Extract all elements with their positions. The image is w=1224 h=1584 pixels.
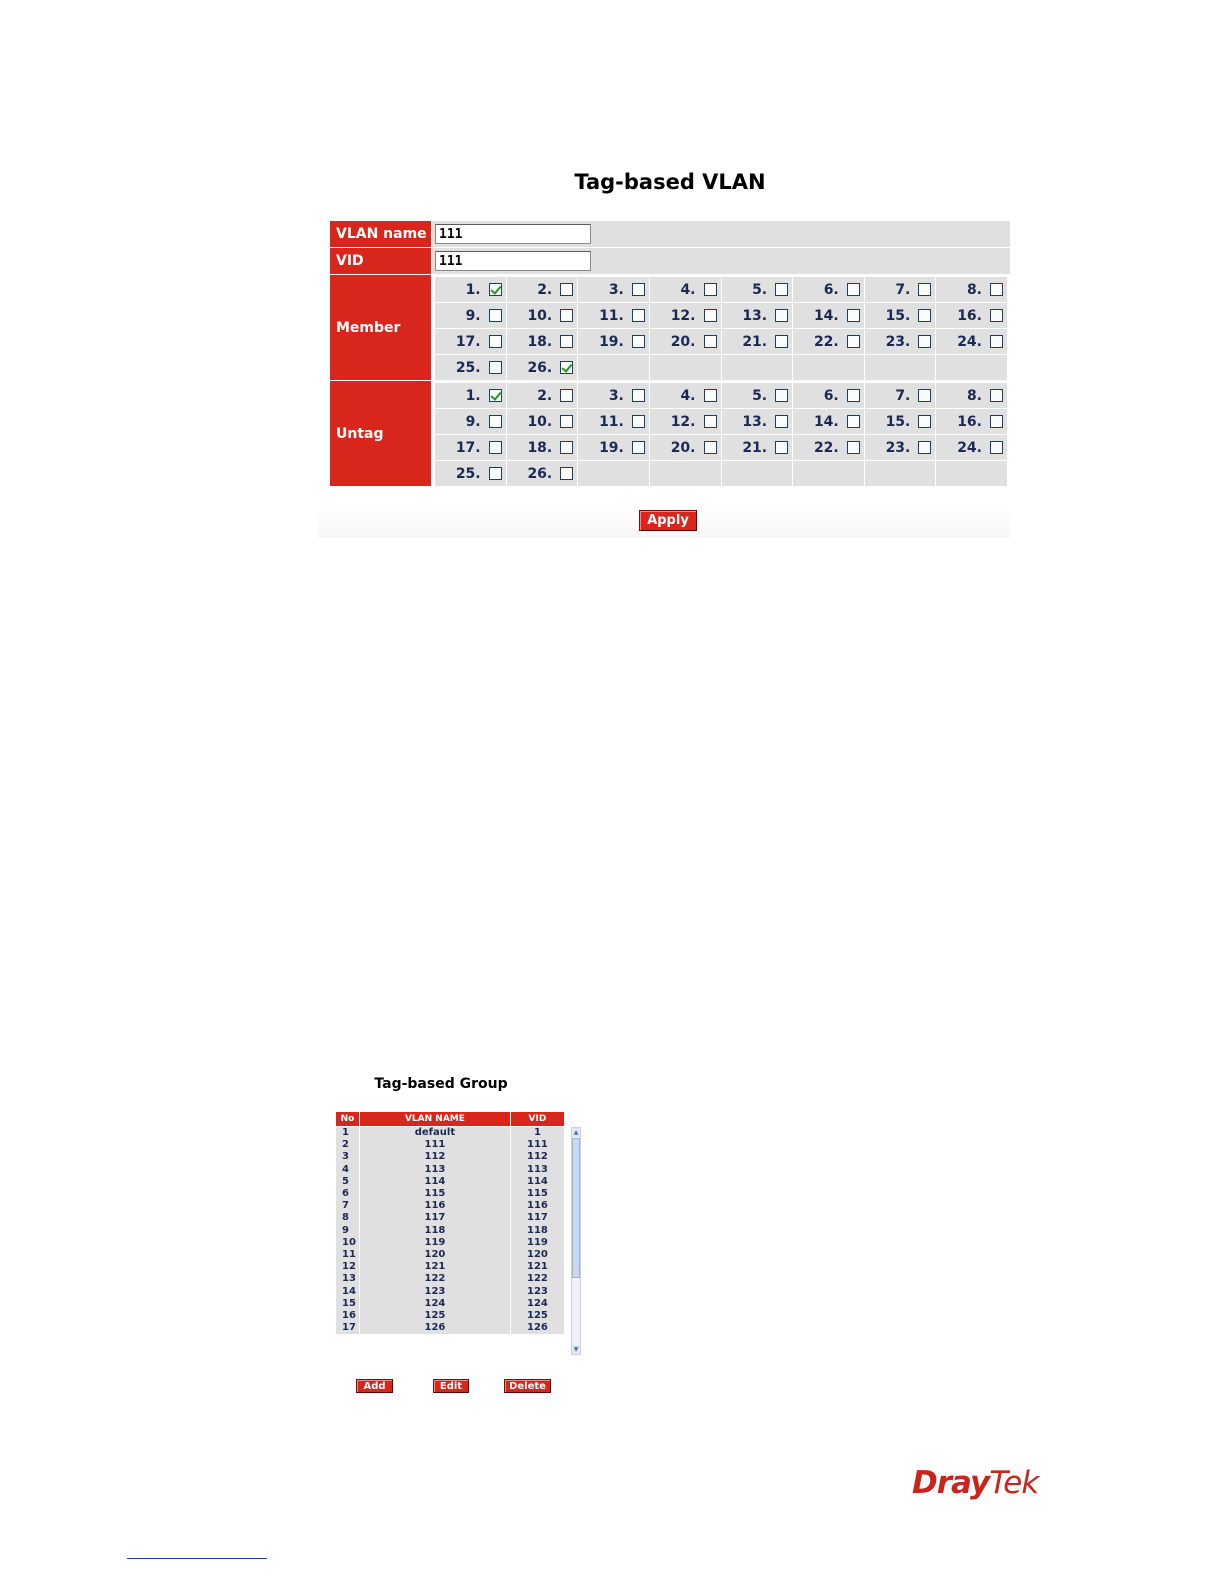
member-port-26-checkbox[interactable] (560, 361, 573, 374)
cell-vid: 115 (510, 1188, 564, 1200)
cell-no: 9 (336, 1225, 360, 1237)
cell-vid: 123 (510, 1285, 564, 1297)
member-port-22-checkbox[interactable] (847, 335, 860, 348)
member-port-26 (507, 355, 578, 380)
cell-vid: 124 (510, 1298, 564, 1310)
vid-cell (432, 248, 1010, 274)
untag-port-11 (578, 409, 649, 434)
cell-vid: 120 (510, 1249, 564, 1261)
untag-port-number: 24. (957, 439, 982, 456)
untag-port-8-checkbox[interactable] (990, 389, 1003, 402)
cell-vlan-name: 123 (360, 1285, 511, 1297)
member-port-number: 8. (966, 281, 982, 298)
member-empty-cell (650, 355, 721, 380)
untag-port-22-checkbox[interactable] (847, 441, 860, 454)
draytek-logo (912, 1465, 1038, 1501)
untag-port-5 (722, 383, 793, 408)
untag-port-number: 25. (455, 465, 481, 482)
member-port-number: 11. (599, 307, 624, 324)
member-port-number: 1. (465, 281, 481, 298)
member-port-4-checkbox[interactable] (704, 283, 717, 296)
untag-port-24 (936, 435, 1007, 460)
group-table-container (335, 1111, 583, 1357)
member-port-3-checkbox[interactable] (632, 283, 645, 296)
untag-port-6 (793, 383, 864, 408)
member-port-19 (578, 329, 649, 354)
cell-vid: 114 (510, 1176, 564, 1188)
cell-no: 15 (336, 1298, 360, 1310)
cell-vlan-name: 126 (360, 1322, 511, 1334)
logo-part-dray: Dray (912, 1465, 990, 1501)
header-vlan-name: VLAN NAME (360, 1112, 511, 1127)
cell-vid: 119 (510, 1237, 564, 1249)
cell-vid: 118 (510, 1225, 564, 1237)
member-section (330, 275, 1010, 380)
table-row[interactable] (336, 1127, 565, 1140)
untag-port-grid (432, 381, 1010, 486)
member-port-number: 5. (752, 281, 768, 298)
untag-empty-cell (650, 461, 721, 486)
table-row[interactable] (336, 1285, 565, 1297)
cell-vlan-name: 119 (360, 1237, 511, 1249)
member-port-3 (578, 277, 649, 302)
table-row[interactable] (336, 1200, 565, 1212)
member-port-10 (507, 303, 578, 328)
untag-port-20 (650, 435, 721, 460)
untag-port-number: 21. (742, 439, 768, 456)
member-port-25-checkbox[interactable] (489, 361, 502, 374)
member-port-15-checkbox[interactable] (918, 309, 931, 322)
member-empty-cell (865, 355, 936, 380)
cell-no: 12 (336, 1261, 360, 1273)
cell-vid: 111 (510, 1139, 564, 1151)
member-port-6 (793, 277, 864, 302)
member-port-4 (650, 277, 721, 302)
table-row[interactable] (336, 1273, 565, 1285)
untag-port-24-checkbox[interactable] (990, 441, 1003, 454)
member-port-20-checkbox[interactable] (704, 335, 717, 348)
member-port-13-checkbox[interactable] (775, 309, 788, 322)
member-port-number: 21. (742, 333, 768, 350)
untag-port-number: 18. (527, 439, 553, 456)
cell-vid: 112 (510, 1151, 564, 1163)
untag-port-number: 4. (680, 387, 696, 404)
member-port-number: 15. (885, 307, 911, 324)
untag-port-15-checkbox[interactable] (918, 415, 931, 428)
member-port-1-checkbox[interactable] (489, 283, 502, 296)
untag-port-25 (435, 461, 506, 486)
cell-no: 6 (336, 1188, 360, 1200)
untag-port-26-checkbox[interactable] (560, 467, 573, 480)
untag-port-23-checkbox[interactable] (918, 441, 931, 454)
member-port-number: 22. (813, 333, 839, 350)
member-port-number: 18. (527, 333, 553, 350)
untag-port-18 (507, 435, 578, 460)
untag-section (330, 381, 1010, 486)
untag-port-17-checkbox[interactable] (489, 441, 502, 454)
table-row[interactable] (336, 1212, 565, 1224)
cell-no: 14 (336, 1285, 360, 1297)
cell-no: 1 (336, 1127, 360, 1140)
header-vid: VID (510, 1112, 564, 1127)
untag-port-4-checkbox[interactable] (704, 389, 717, 402)
table-row[interactable] (336, 1164, 565, 1176)
untag-port-12 (650, 409, 721, 434)
member-port-22 (793, 329, 864, 354)
cell-vid: 122 (510, 1273, 564, 1285)
cell-no: 13 (336, 1273, 360, 1285)
cell-no: 3 (336, 1151, 360, 1163)
untag-port-1 (435, 383, 506, 408)
untag-port-18-checkbox[interactable] (560, 441, 573, 454)
cell-vlan-name: 116 (360, 1200, 511, 1212)
member-port-number: 10. (527, 307, 553, 324)
vid-input[interactable] (435, 251, 591, 271)
logo-part-tek: Tek (989, 1465, 1039, 1501)
member-port-number: 9. (465, 307, 481, 324)
untag-empty-cell (722, 461, 793, 486)
member-port-12 (650, 303, 721, 328)
cell-vlan-name: 114 (360, 1176, 511, 1188)
untag-port-number: 9. (465, 413, 481, 430)
member-port-15 (865, 303, 936, 328)
member-port-number: 4. (680, 281, 696, 298)
member-port-6-checkbox[interactable] (847, 283, 860, 296)
member-port-number: 2. (537, 281, 553, 298)
vlan-form (330, 221, 1010, 487)
member-port-16-checkbox[interactable] (990, 309, 1003, 322)
add-button[interactable]: Add (356, 1379, 393, 1393)
member-port-number: 20. (670, 333, 696, 350)
member-port-number: 7. (895, 281, 911, 298)
member-port-number: 6. (823, 281, 839, 298)
untag-port-12-checkbox[interactable] (704, 415, 717, 428)
cell-vlan-name: 124 (360, 1298, 511, 1310)
vid-label: VID (330, 248, 431, 274)
member-port-11 (578, 303, 649, 328)
untag-port-22 (793, 435, 864, 460)
cell-vid: 125 (510, 1310, 564, 1322)
table-row[interactable] (336, 1176, 565, 1188)
untag-port-7-checkbox[interactable] (918, 389, 931, 402)
untag-port-5-checkbox[interactable] (775, 389, 788, 402)
member-port-17 (435, 329, 506, 354)
cell-vlan-name: 125 (360, 1310, 511, 1322)
member-port-2 (507, 277, 578, 302)
cell-no: 5 (336, 1176, 360, 1188)
cell-vlan-name: 112 (360, 1151, 511, 1163)
member-label: Member (330, 275, 431, 380)
vlan-page-title: Tag-based VLAN (574, 170, 766, 194)
untag-port-4 (650, 383, 721, 408)
member-port-number: 14. (813, 307, 839, 324)
member-port-18-checkbox[interactable] (560, 335, 573, 348)
member-port-number: 25. (455, 359, 481, 376)
member-port-number: 16. (957, 307, 982, 324)
untag-port-3 (578, 383, 649, 408)
untag-port-15 (865, 409, 936, 434)
untag-port-2 (507, 383, 578, 408)
table-row[interactable] (336, 1310, 565, 1322)
cell-vlan-name: 111 (360, 1139, 511, 1151)
untag-port-number: 3. (608, 387, 624, 404)
member-port-number: 13. (742, 307, 768, 324)
cell-no: 16 (336, 1310, 360, 1322)
cell-vlan-name: 120 (360, 1249, 511, 1261)
member-port-number: 3. (608, 281, 624, 298)
member-port-number: 17. (455, 333, 481, 350)
untag-port-number: 6. (823, 387, 839, 404)
untag-port-1-checkbox[interactable] (489, 389, 502, 402)
table-row[interactable] (336, 1139, 565, 1151)
cell-no: 4 (336, 1164, 360, 1176)
member-port-24 (936, 329, 1007, 354)
untag-port-2-checkbox[interactable] (560, 389, 573, 402)
untag-port-19 (578, 435, 649, 460)
member-port-grid (432, 275, 1010, 380)
header-no: No (336, 1112, 360, 1127)
vlan-name-cell (432, 221, 1010, 247)
member-port-11-checkbox[interactable] (632, 309, 645, 322)
untag-port-number: 16. (957, 413, 982, 430)
untag-port-25-checkbox[interactable] (489, 467, 502, 480)
cell-vlan-name: 122 (360, 1273, 511, 1285)
untag-port-14-checkbox[interactable] (847, 415, 860, 428)
untag-port-number: 5. (752, 387, 768, 404)
untag-port-number: 12. (670, 413, 696, 430)
untag-port-26 (507, 461, 578, 486)
cell-vlan-name: 115 (360, 1188, 511, 1200)
cell-no: 2 (336, 1139, 360, 1151)
untag-port-10-checkbox[interactable] (560, 415, 573, 428)
untag-port-16 (936, 409, 1007, 434)
member-port-23 (865, 329, 936, 354)
cell-vlan-name: 118 (360, 1225, 511, 1237)
member-port-7-checkbox[interactable] (918, 283, 931, 296)
untag-port-number: 13. (742, 413, 768, 430)
member-port-8 (936, 277, 1007, 302)
untag-port-number: 8. (966, 387, 982, 404)
member-port-12-checkbox[interactable] (704, 309, 717, 322)
untag-port-3-checkbox[interactable] (632, 389, 645, 402)
member-port-21-checkbox[interactable] (775, 335, 788, 348)
table-row[interactable] (336, 1151, 565, 1163)
untag-port-number: 1. (465, 387, 481, 404)
cell-vlan-name: default (360, 1127, 511, 1140)
member-port-8-checkbox[interactable] (990, 283, 1003, 296)
table-row[interactable] (336, 1261, 565, 1273)
member-port-19-checkbox[interactable] (632, 335, 645, 348)
member-port-17-checkbox[interactable] (489, 335, 502, 348)
member-port-7 (865, 277, 936, 302)
member-port-21 (722, 329, 793, 354)
vlan-name-label: VLAN name (330, 221, 431, 247)
vlan-name-input[interactable] (435, 224, 591, 244)
member-empty-cell (722, 355, 793, 380)
cell-vlan-name: 117 (360, 1212, 511, 1224)
table-row[interactable] (336, 1298, 565, 1310)
edit-button[interactable]: Edit (433, 1379, 469, 1393)
untag-port-13-checkbox[interactable] (775, 415, 788, 428)
untag-port-9 (435, 409, 506, 434)
member-port-10-checkbox[interactable] (560, 309, 573, 322)
group-table (335, 1111, 565, 1334)
cell-vid: 1 (510, 1127, 564, 1140)
untag-empty-cell (793, 461, 864, 486)
cell-no: 8 (336, 1212, 360, 1224)
untag-port-number: 20. (670, 439, 696, 456)
untag-port-13 (722, 409, 793, 434)
untag-port-9-checkbox[interactable] (489, 415, 502, 428)
scroll-up-arrow-icon[interactable]: ▲ (573, 1129, 579, 1136)
untag-empty-cell (578, 461, 649, 486)
untag-port-number: 22. (813, 439, 839, 456)
untag-port-number: 23. (885, 439, 911, 456)
cell-vid: 116 (510, 1200, 564, 1212)
footer-rule (127, 1558, 267, 1559)
untag-port-number: 2. (537, 387, 553, 404)
untag-port-21-checkbox[interactable] (775, 441, 788, 454)
member-port-18 (507, 329, 578, 354)
member-port-number: 23. (885, 333, 911, 350)
untag-port-number: 15. (885, 413, 911, 430)
member-port-2-checkbox[interactable] (560, 283, 573, 296)
member-port-20 (650, 329, 721, 354)
member-port-16 (936, 303, 1007, 328)
cell-no: 7 (336, 1200, 360, 1212)
untag-port-number: 26. (527, 465, 553, 482)
member-empty-cell (578, 355, 649, 380)
untag-port-23 (865, 435, 936, 460)
untag-port-11-checkbox[interactable] (632, 415, 645, 428)
untag-port-20-checkbox[interactable] (704, 441, 717, 454)
untag-port-number: 10. (527, 413, 553, 430)
table-row[interactable] (336, 1322, 565, 1334)
member-port-23-checkbox[interactable] (918, 335, 931, 348)
member-port-13 (722, 303, 793, 328)
member-port-number: 12. (670, 307, 696, 324)
cell-vlan-name: 113 (360, 1164, 511, 1176)
vid-row (330, 248, 1010, 274)
member-port-9-checkbox[interactable] (489, 309, 502, 322)
untag-port-number: 19. (599, 439, 624, 456)
member-port-number: 19. (599, 333, 624, 350)
member-port-1 (435, 277, 506, 302)
member-port-number: 26. (527, 359, 553, 376)
table-row[interactable] (336, 1249, 565, 1261)
untag-port-6-checkbox[interactable] (847, 389, 860, 402)
member-port-9 (435, 303, 506, 328)
group-table-scrollbar[interactable] (571, 1127, 581, 1355)
untag-port-16-checkbox[interactable] (990, 415, 1003, 428)
member-port-number: 24. (957, 333, 982, 350)
cell-vid: 113 (510, 1164, 564, 1176)
untag-port-17 (435, 435, 506, 460)
untag-port-10 (507, 409, 578, 434)
scroll-down-arrow-icon[interactable]: ▼ (573, 1346, 579, 1353)
untag-label: Untag (330, 381, 431, 486)
untag-port-7 (865, 383, 936, 408)
untag-port-number: 14. (813, 413, 839, 430)
untag-port-14 (793, 409, 864, 434)
member-port-5 (722, 277, 793, 302)
table-row[interactable] (336, 1237, 565, 1249)
cell-vid: 121 (510, 1261, 564, 1273)
cell-vlan-name: 121 (360, 1261, 511, 1273)
member-empty-cell (793, 355, 864, 380)
group-title: Tag-based Group (374, 1076, 508, 1092)
table-row[interactable] (336, 1225, 565, 1237)
table-row[interactable] (336, 1188, 565, 1200)
cell-vid: 126 (510, 1322, 564, 1334)
cell-vid: 117 (510, 1212, 564, 1224)
untag-port-19-checkbox[interactable] (632, 441, 645, 454)
member-empty-cell (936, 355, 1007, 380)
untag-port-21 (722, 435, 793, 460)
cell-no: 17 (336, 1322, 360, 1334)
member-port-25 (435, 355, 506, 380)
member-port-14-checkbox[interactable] (847, 309, 860, 322)
untag-port-number: 7. (895, 387, 911, 404)
untag-empty-cell (936, 461, 1007, 486)
apply-button[interactable]: Apply (639, 510, 697, 531)
cell-no: 11 (336, 1249, 360, 1261)
member-port-5-checkbox[interactable] (775, 283, 788, 296)
scroll-thumb[interactable] (572, 1138, 580, 1278)
apply-bar (318, 508, 1010, 538)
delete-button[interactable]: Delete (504, 1379, 551, 1393)
cell-no: 10 (336, 1237, 360, 1249)
untag-empty-cell (865, 461, 936, 486)
member-port-14 (793, 303, 864, 328)
group-table-header (336, 1112, 565, 1127)
untag-port-8 (936, 383, 1007, 408)
member-port-24-checkbox[interactable] (990, 335, 1003, 348)
untag-port-number: 11. (599, 413, 624, 430)
untag-port-number: 17. (455, 439, 481, 456)
vlan-name-row (330, 221, 1010, 247)
